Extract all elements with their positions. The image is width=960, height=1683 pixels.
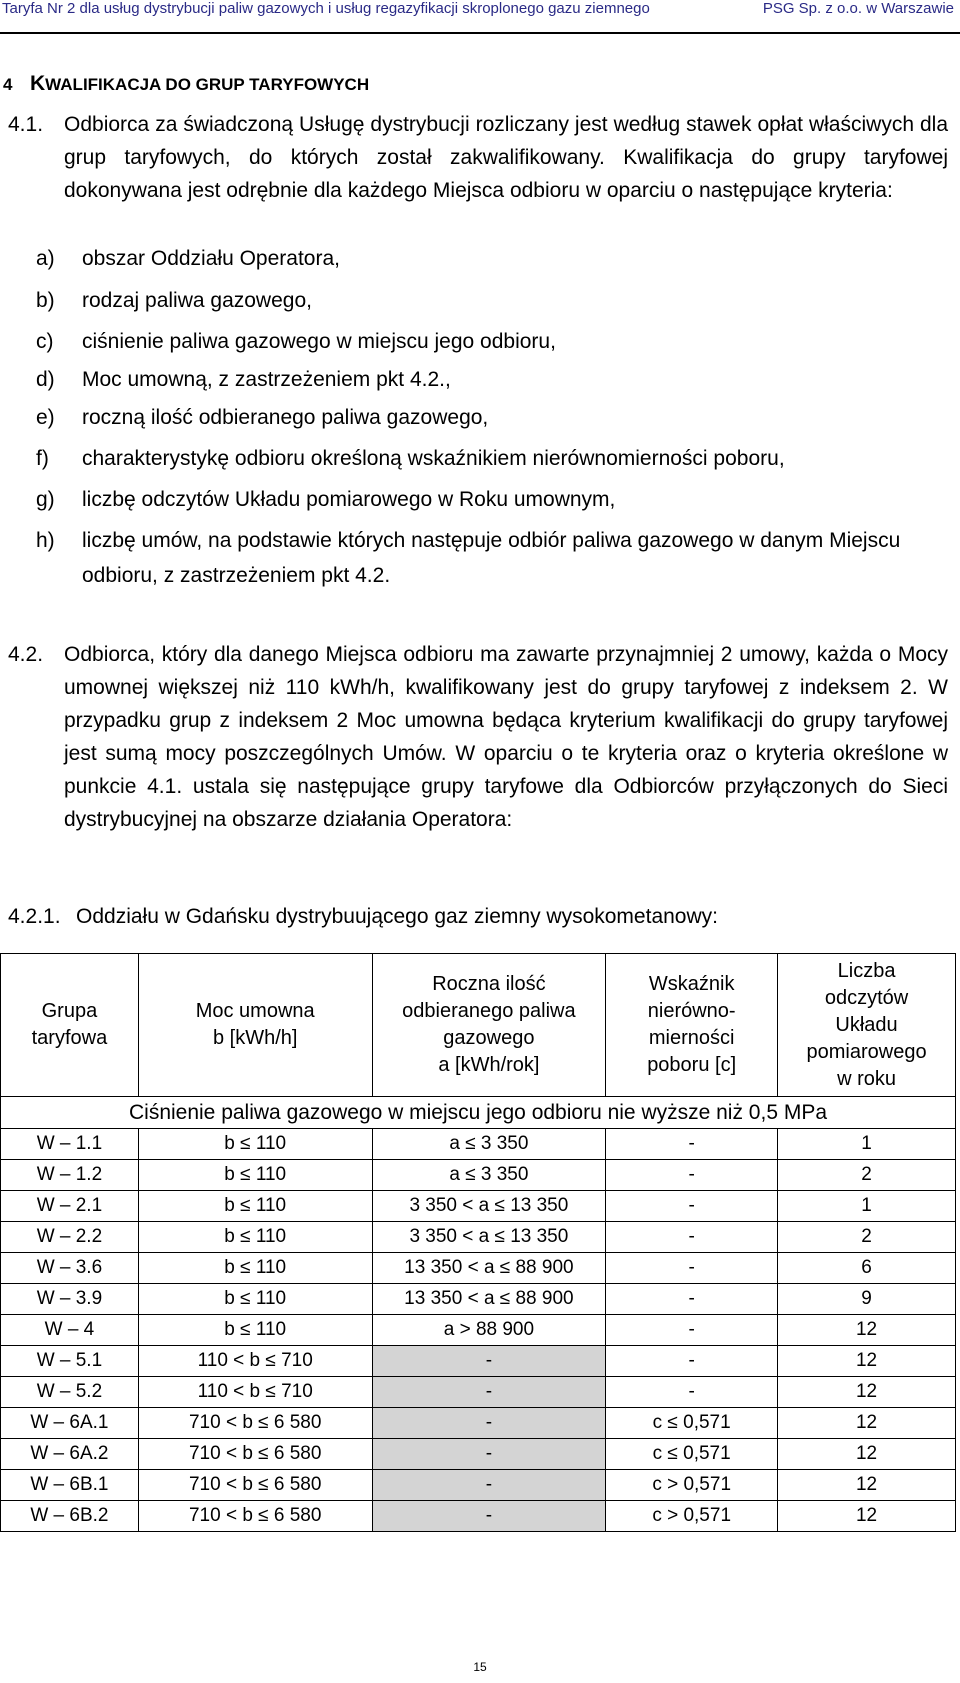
cell-volume: - xyxy=(372,1346,606,1377)
cell-power: b ≤ 110 xyxy=(138,1160,372,1191)
paragraph-text: Odbiorca, który dla danego Miejsca odbioru ma zawarte przynajmniej 2 umowy, każda o Mocy umownej większej niż 110 kWh/h, kwalifikowany jest do grupy taryfowej z indeksem 2. W przypadku grup z indeksem 2 Moc umowna będąca kryterium kwalifikacji do grupy taryfowej jest sumą mocy poszczególnych Umów. W oparciu o te kryteria oraz o kryteria określone w punkcie 4.1. ustala się następujące grupy taryfowe dla Odbiorców przyłączonych do Sieci dystrybucyjnej na obszarze działania Operatora: xyxy=(64,643,948,831)
paragraph-4-2 xyxy=(8,638,948,836)
cell-reads: 12 xyxy=(778,1315,956,1346)
table-row xyxy=(1,1222,956,1253)
table-row xyxy=(1,1408,956,1439)
list-label: d) xyxy=(36,368,55,391)
cell-power: 710 < b ≤ 6 580 xyxy=(138,1439,372,1470)
pressure-row xyxy=(1,1097,956,1129)
list-label: f) xyxy=(36,447,49,470)
cell-volume: 13 350 < a ≤ 88 900 xyxy=(372,1253,606,1284)
list-text: ciśnienie paliwa gazowego w miejscu jego odbioru, xyxy=(82,330,556,353)
cell-volume: - xyxy=(372,1408,606,1439)
list-text: liczbę odczytów Układu pomiarowego w Roku umownym, xyxy=(82,488,616,511)
cell-power: b ≤ 110 xyxy=(138,1315,372,1346)
list-text: roczną ilość odbieranego paliwa gazowego, xyxy=(82,406,489,429)
cell-reads: 2 xyxy=(778,1222,956,1253)
cell-power: b ≤ 110 xyxy=(138,1222,372,1253)
cell-index: - xyxy=(606,1346,778,1377)
cell-group: W – 4 xyxy=(1,1315,139,1346)
cell-reads: 12 xyxy=(778,1439,956,1470)
list-label: b) xyxy=(36,289,55,312)
cell-reads: 9 xyxy=(778,1284,956,1315)
cell-index: - xyxy=(606,1191,778,1222)
cell-group: W – 6A.1 xyxy=(1,1408,139,1439)
table-row xyxy=(1,1439,956,1470)
cell-reads: 2 xyxy=(778,1160,956,1191)
cell-index: c ≤ 0,571 xyxy=(606,1408,778,1439)
cell-group: W – 5.2 xyxy=(1,1377,139,1408)
table-row xyxy=(1,1129,956,1160)
paragraph-4-1 xyxy=(8,108,948,207)
paragraph-number: 4.2.1. xyxy=(8,905,61,928)
cell-power: 110 < b ≤ 710 xyxy=(138,1346,372,1377)
cell-reads: 12 xyxy=(778,1470,956,1501)
cell-index: c > 0,571 xyxy=(606,1501,778,1532)
cell-volume: - xyxy=(372,1377,606,1408)
cell-volume: a ≤ 3 350 xyxy=(372,1129,606,1160)
tariff-table xyxy=(0,953,956,1532)
list-text: liczbę umów, na podstawie których następuje odbiór paliwa gazowego w danym Miejscu odbioru, z zastrzeżeniem pkt 4.2. xyxy=(82,529,901,587)
cell-index: - xyxy=(606,1315,778,1346)
cell-index: - xyxy=(606,1284,778,1315)
table-row xyxy=(1,1501,956,1532)
list-text: rodzaj paliwa gazowego, xyxy=(82,289,312,312)
cell-reads: 12 xyxy=(778,1408,956,1439)
page-header xyxy=(0,0,960,38)
section-title-initial: K xyxy=(30,72,46,95)
cell-power: b ≤ 110 xyxy=(138,1129,372,1160)
cell-power: 710 < b ≤ 6 580 xyxy=(138,1501,372,1532)
cell-group: W – 1.1 xyxy=(1,1129,139,1160)
header-grupa: Grupa taryfowa xyxy=(1,954,139,1097)
cell-group: W – 6B.1 xyxy=(1,1470,139,1501)
cell-power: b ≤ 110 xyxy=(138,1284,372,1315)
table-row xyxy=(1,1191,956,1222)
paragraph-text: Oddziału w Gdańsku dystrybuującego gaz ziemny wysokometanowy: xyxy=(76,905,718,928)
section-number: 4 xyxy=(3,75,13,94)
table-header-row xyxy=(1,954,956,1097)
section-heading xyxy=(3,72,369,96)
table-row xyxy=(1,1377,956,1408)
cell-group: W – 2.2 xyxy=(1,1222,139,1253)
list-text: Moc umowną, z zastrzeżeniem pkt 4.2., xyxy=(82,368,451,391)
cell-index: - xyxy=(606,1129,778,1160)
cell-volume: a > 88 900 xyxy=(372,1315,606,1346)
cell-index: c ≤ 0,571 xyxy=(606,1439,778,1470)
cell-reads: 12 xyxy=(778,1346,956,1377)
cell-group: W – 2.1 xyxy=(1,1191,139,1222)
cell-index: c > 0,571 xyxy=(606,1470,778,1501)
pressure-label: Ciśnienie paliwa gazowego w miejscu jego odbioru nie wyższe niż 0,5 MPa xyxy=(1,1097,956,1129)
table-row xyxy=(1,1253,956,1284)
cell-index: - xyxy=(606,1253,778,1284)
cell-volume: - xyxy=(372,1439,606,1470)
list-text: obszar Oddziału Operatora, xyxy=(82,247,340,270)
header-title: Taryfa Nr 2 dla usług dystrybucji paliw gazowych i usług regazyfikacji skroplonego gazu ziemnego xyxy=(2,0,650,17)
table-row xyxy=(1,1470,956,1501)
table-row xyxy=(1,1315,956,1346)
cell-power: b ≤ 110 xyxy=(138,1253,372,1284)
list-label: a) xyxy=(36,247,55,270)
cell-index: - xyxy=(606,1160,778,1191)
paragraph-number: 4.1. xyxy=(8,113,44,136)
header-company: PSG Sp. z o.o. w Warszawie xyxy=(762,0,954,17)
list-text: charakterystykę odbioru określoną wskaźnikiem nierównomierności poboru, xyxy=(82,447,785,470)
cell-group: W – 5.1 xyxy=(1,1346,139,1377)
cell-group: W – 6A.2 xyxy=(1,1439,139,1470)
cell-reads: 12 xyxy=(778,1377,956,1408)
table-row xyxy=(1,1346,956,1377)
cell-group: W – 1.2 xyxy=(1,1160,139,1191)
cell-power: 110 < b ≤ 710 xyxy=(138,1377,372,1408)
cell-volume: - xyxy=(372,1501,606,1532)
list-label: e) xyxy=(36,406,55,429)
paragraph-number: 4.2. xyxy=(8,643,44,666)
cell-reads: 1 xyxy=(778,1129,956,1160)
header-odczyty: Liczba odczytów Układu pomiarowego w roku xyxy=(778,954,956,1097)
section-title-rest: WALIFIKACJA DO GRUP TARYFOWYCH xyxy=(45,75,370,94)
list-label: g) xyxy=(36,488,55,511)
header-rule xyxy=(0,32,960,34)
cell-power: 710 < b ≤ 6 580 xyxy=(138,1408,372,1439)
page-number: 15 xyxy=(473,1660,487,1674)
cell-volume: a ≤ 3 350 xyxy=(372,1160,606,1191)
cell-index: - xyxy=(606,1377,778,1408)
header-ilosc: Roczna ilość odbieranego paliwa gazowego a [kWh/rok] xyxy=(372,954,606,1097)
cell-reads: 6 xyxy=(778,1253,956,1284)
cell-power: 710 < b ≤ 6 580 xyxy=(138,1470,372,1501)
paragraph-4-2-1 xyxy=(8,900,948,933)
cell-reads: 1 xyxy=(778,1191,956,1222)
cell-volume: 3 350 < a ≤ 13 350 xyxy=(372,1191,606,1222)
cell-volume: 3 350 < a ≤ 13 350 xyxy=(372,1222,606,1253)
list-label: c) xyxy=(36,330,54,353)
paragraph-text: Odbiorca za świadczoną Usługę dystrybucji rozliczany jest według stawek opłat właściwych dla grup taryfowych, do których został zakwalifikowany. Kwalifikacja do grupy taryfowej dokonywana jest odrębnie dla każdego Miejsca odbioru w oparciu o następujące kryteria: xyxy=(64,113,948,202)
cell-reads: 12 xyxy=(778,1501,956,1532)
cell-group: W – 3.6 xyxy=(1,1253,139,1284)
table-row xyxy=(1,1284,956,1315)
table-row xyxy=(1,1160,956,1191)
cell-volume: - xyxy=(372,1470,606,1501)
cell-volume: 13 350 < a ≤ 88 900 xyxy=(372,1284,606,1315)
cell-group: W – 6B.2 xyxy=(1,1501,139,1532)
cell-group: W – 3.9 xyxy=(1,1284,139,1315)
header-wskaznik: Wskaźnik nierówno- mierności poboru [c] xyxy=(606,954,778,1097)
header-moc: Moc umowna b [kWh/h] xyxy=(138,954,372,1097)
list-label: h) xyxy=(36,529,55,552)
cell-index: - xyxy=(606,1222,778,1253)
cell-power: b ≤ 110 xyxy=(138,1191,372,1222)
